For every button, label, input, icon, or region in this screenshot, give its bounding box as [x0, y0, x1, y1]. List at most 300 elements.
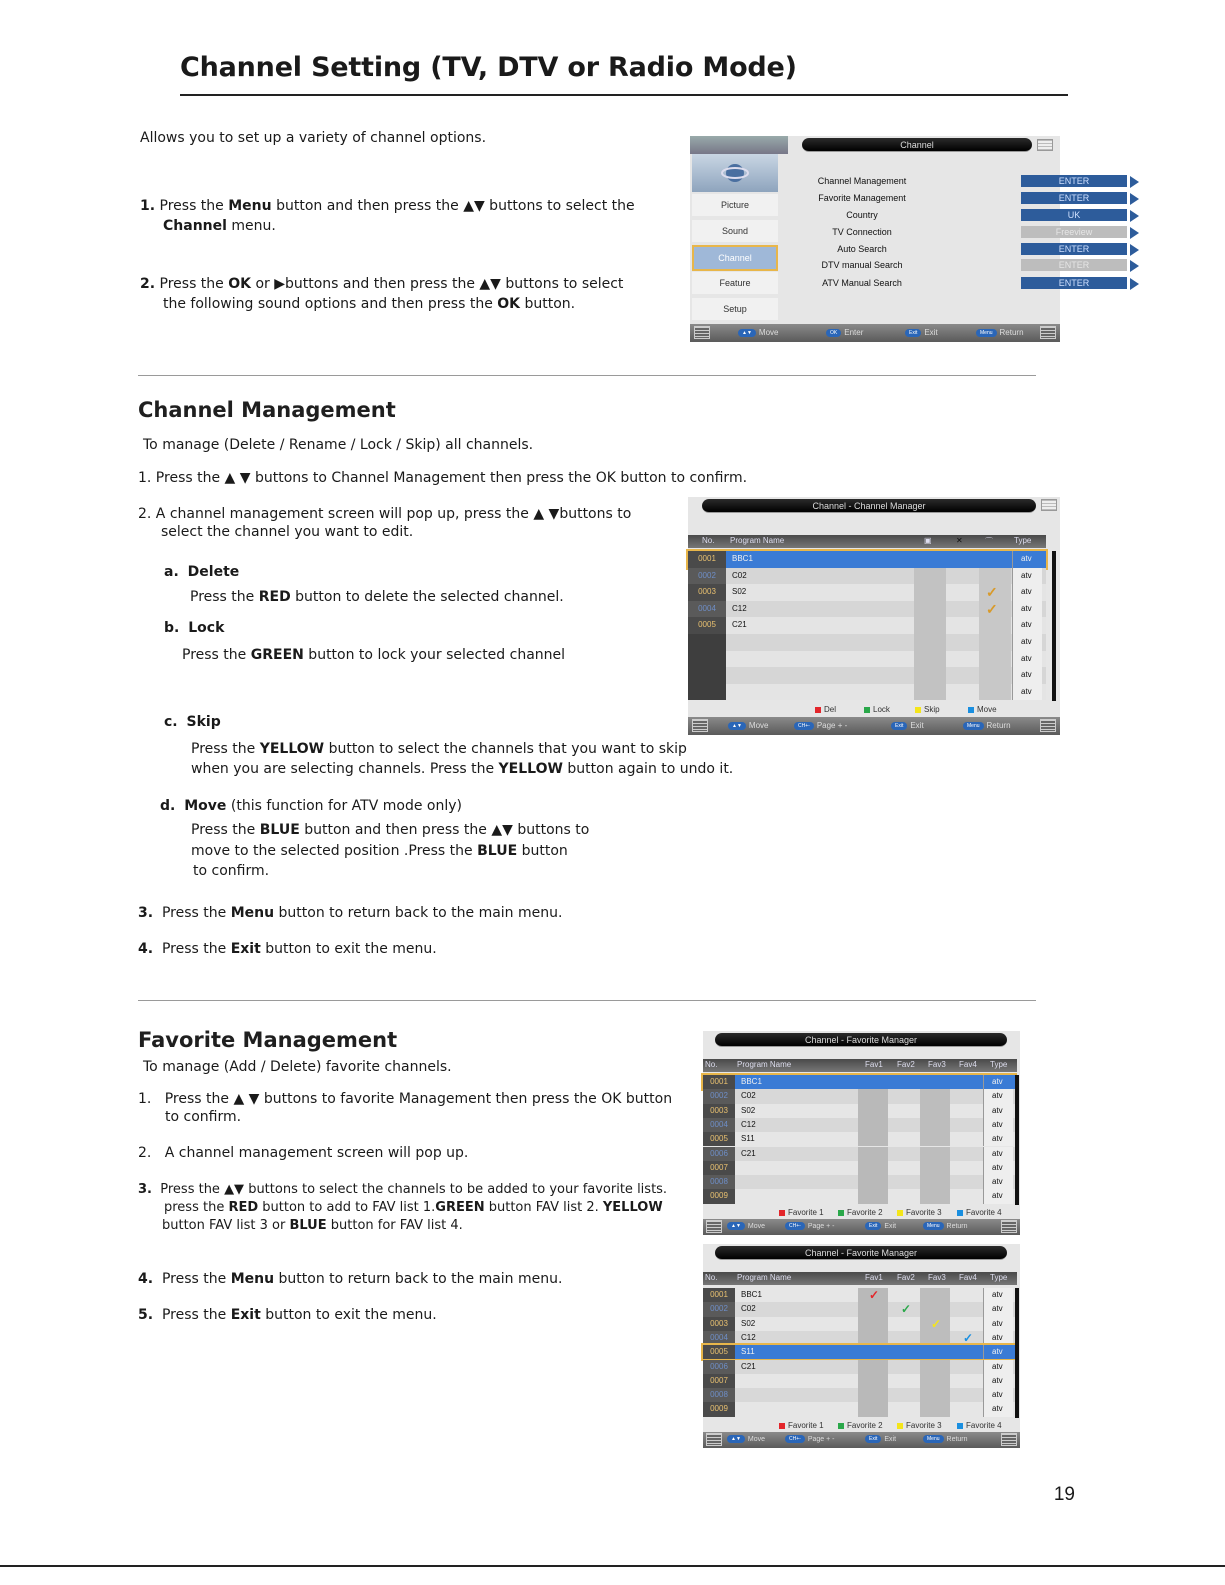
- flag-cell: [914, 634, 946, 651]
- program-type: atv: [1012, 651, 1042, 668]
- program-type: atv: [983, 1331, 1013, 1345]
- program-type: atv: [983, 1147, 1013, 1161]
- legend-swatch: [957, 1423, 963, 1429]
- cm-table-header: No. Program Name ▣ ✕ ⌒ Type: [688, 535, 1046, 548]
- program-name: C02: [732, 570, 747, 580]
- column-header-name: Program Name: [737, 1273, 792, 1282]
- footer-exit: [865, 1435, 896, 1443]
- fav-cell: [858, 1360, 888, 1374]
- menu-grid-icon: [1040, 719, 1056, 732]
- updown-pill: ▲▼: [728, 722, 746, 730]
- menu-list-icon: [694, 326, 710, 339]
- footer-return: Menu Return: [963, 721, 1011, 730]
- program-name: S11: [741, 1347, 755, 1357]
- program-type: atv: [1012, 667, 1042, 684]
- fav-cell: [858, 1161, 888, 1175]
- fav-cell: [858, 1189, 888, 1203]
- fm-step-2: 2. A channel management screen will pop up.: [138, 1145, 469, 1161]
- program-type: atv: [1012, 584, 1042, 601]
- fm-step-3-line2: press the RED button to add to FAV list 1.GREEN button FAV list 2. YELLOW: [164, 1200, 663, 1215]
- arrow-right-icon: [1130, 176, 1139, 188]
- fm-step-3-line3: button FAV list 3 or BLUE button for FAV list 4.: [162, 1218, 463, 1233]
- legend-favorite-1: [779, 1208, 824, 1217]
- fm-step-3: 3. Press the ▲▼ buttons to select the channels to be added to your favorite lists.: [138, 1182, 668, 1197]
- table-row[interactable]: [703, 1147, 1015, 1161]
- key-pill: CH+-: [785, 1222, 805, 1230]
- sidebar-item-sound[interactable]: Sound: [692, 220, 778, 242]
- footer-page: [785, 1222, 834, 1230]
- program-type: atv: [1012, 568, 1042, 585]
- flag-cell: [979, 651, 1011, 668]
- key-pill: Exit: [865, 1222, 881, 1230]
- channel-manager-screenshot: [688, 497, 1060, 735]
- program-name: C02: [741, 1091, 756, 1101]
- favorite-check-icon: ✓: [963, 1330, 974, 1345]
- menu-row-channel-management[interactable]: Channel Management ENTER: [788, 174, 1153, 189]
- channel-number: 0003: [703, 1104, 735, 1118]
- fav-cell: [858, 1089, 888, 1103]
- channel-number: [688, 651, 726, 668]
- program-type: atv: [983, 1402, 1013, 1416]
- channel-number: 0008: [703, 1388, 735, 1402]
- fav-cell: [858, 1402, 888, 1416]
- program-name: C12: [732, 603, 747, 613]
- program-type: atv: [1012, 601, 1042, 618]
- table-row[interactable]: [703, 1374, 1015, 1388]
- channel-number: 0004: [703, 1331, 735, 1345]
- favorite-manager-screenshot-2: [703, 1244, 1020, 1448]
- footer-move-label: Move: [747, 1435, 766, 1443]
- skip-icon: ⌒: [985, 537, 993, 546]
- table-row[interactable]: [703, 1175, 1015, 1189]
- footer-page: CH+- Page + -: [794, 721, 847, 730]
- program-type: atv: [983, 1132, 1013, 1146]
- program-type: atv: [1012, 617, 1042, 634]
- menu-grid-icon: [1040, 326, 1056, 339]
- menu-row-auto-search[interactable]: Auto Search ENTER: [788, 242, 1153, 257]
- legend-swatch: [957, 1210, 963, 1216]
- table-row[interactable]: [688, 584, 1046, 601]
- arrow-right-icon: [1130, 210, 1139, 222]
- legend-favorite-3: [897, 1421, 942, 1430]
- page-title: Channel Setting (TV, DTV or Radio Mode): [180, 52, 797, 83]
- legend-swatch: [897, 1423, 903, 1429]
- key-pill: Menu: [923, 1222, 944, 1230]
- table-row[interactable]: [688, 601, 1046, 618]
- program-name: C21: [741, 1148, 756, 1158]
- table-row[interactable]: [688, 551, 1046, 568]
- favorite-manager-title: Channel - Favorite Manager: [715, 1246, 1007, 1260]
- favorite-manager-title: Channel - Favorite Manager: [715, 1033, 1007, 1047]
- cm-skip-text: Press the YELLOW button to select the channels that you want to skip: [191, 741, 687, 757]
- fav-cell: [920, 1104, 950, 1118]
- key-pill: ▲▼: [727, 1222, 745, 1230]
- column-header-no: No.: [705, 1060, 718, 1069]
- table-row[interactable]: [703, 1302, 1015, 1316]
- favorite-check-icon: ✓: [869, 1288, 880, 1302]
- footer-exit: Exit Exit: [905, 328, 938, 337]
- legend-swatch: [897, 1210, 903, 1216]
- program-name: C21: [741, 1361, 756, 1371]
- fm-step-1: 1. Press the ▲ ▼ buttons to favorite Management then press the OK button: [138, 1091, 673, 1107]
- footer-exit: [865, 1222, 896, 1230]
- channel-number: 0002: [703, 1089, 735, 1103]
- flag-cell: [979, 634, 1011, 651]
- fav-cell: [920, 1331, 950, 1345]
- corner-icon: [1041, 499, 1057, 511]
- program-type: atv: [983, 1360, 1013, 1374]
- sidebar-item-setup[interactable]: Setup: [692, 298, 778, 320]
- flag-cell: [979, 684, 1011, 701]
- program-type: atv: [983, 1388, 1013, 1402]
- satellite-icon: [692, 154, 778, 192]
- legend-favorite-1: [779, 1421, 824, 1430]
- channel-number: 0003: [703, 1317, 735, 1331]
- scrollbar[interactable]: [1015, 1288, 1019, 1418]
- channel-number: 0006: [703, 1147, 735, 1161]
- legend-swatch: [838, 1210, 844, 1216]
- setup-step-1: 1. Press the Menu button and then press the ▲▼ buttons to select the: [140, 198, 635, 214]
- program-type: atv: [983, 1104, 1013, 1118]
- table-row[interactable]: [703, 1317, 1015, 1331]
- channel-manager-footer: [688, 717, 1060, 735]
- channel-number: 0005: [703, 1132, 735, 1146]
- table-row[interactable]: [703, 1360, 1015, 1374]
- table-row[interactable]: [703, 1388, 1015, 1402]
- channel-menu-title: Channel: [802, 138, 1032, 152]
- table-row[interactable]: [688, 684, 1046, 701]
- skip-check-icon: ✓: [986, 584, 998, 601]
- intro-text: Allows you to set up a variety of channel options.: [140, 130, 487, 146]
- key-pill: ▲▼: [727, 1435, 745, 1443]
- updown-pill: ▲▼: [738, 329, 756, 337]
- setup-step-1-line2: Channel menu.: [163, 218, 276, 234]
- favorite-manager-screenshot-1: [703, 1031, 1020, 1235]
- setup-step-2: 2. Press the OK or ▶buttons and then press the ▲▼ buttons to select: [140, 276, 624, 292]
- cm-move-text-1: Press the BLUE button and then press the ▲▼ buttons to: [191, 822, 590, 838]
- program-type: atv: [1012, 551, 1042, 568]
- section-divider: [138, 375, 1036, 376]
- fm-step-1-line2: to confirm.: [165, 1109, 242, 1125]
- flag-cell: [914, 684, 946, 701]
- column-header-fav4: Fav4: [959, 1060, 977, 1069]
- menu-row-tv-connection[interactable]: TV Connection Freeview: [788, 225, 1153, 240]
- fav-cell: [858, 1147, 888, 1161]
- channel-number: 0008: [703, 1175, 735, 1189]
- sidebar-item-channel[interactable]: Channel: [692, 245, 778, 271]
- fav-cell: [920, 1360, 950, 1374]
- flag-cell: [914, 651, 946, 668]
- channel-number: [688, 684, 726, 701]
- program-type: atv: [983, 1161, 1013, 1175]
- column-header-fav3: Fav3: [928, 1273, 946, 1282]
- channel-number: [688, 667, 726, 684]
- legend-favorite-2: [838, 1421, 883, 1430]
- table-row[interactable]: [688, 617, 1046, 634]
- channel-manager-title: Channel - Channel Manager: [702, 499, 1036, 513]
- footer-page-label: Page + -: [807, 1435, 835, 1443]
- legend-swatch: [838, 1423, 844, 1429]
- bottom-rule: [0, 1565, 1225, 1567]
- footer-return: [923, 1222, 968, 1230]
- column-header-fav2: Fav2: [897, 1060, 915, 1069]
- program-type: atv: [983, 1089, 1013, 1103]
- legend-favorite-4: [957, 1208, 1002, 1217]
- program-name: S11: [741, 1134, 755, 1144]
- favorite-manager-footer: [703, 1219, 1020, 1235]
- key-pill: Exit: [865, 1435, 881, 1443]
- legend-favorite-4: [957, 1421, 1002, 1430]
- flag-cell: [914, 568, 946, 585]
- footer-move: [727, 1222, 765, 1230]
- cm-skip-text-2: when you are selecting channels. Press the YELLOW button again to undo it.: [191, 761, 734, 777]
- program-type: atv: [1012, 634, 1042, 651]
- flag-cell: [979, 568, 1011, 585]
- menu-row-dtv-manual-search[interactable]: DTV manual Search ENTER: [788, 258, 1153, 273]
- lock-icon: ▣: [924, 536, 932, 545]
- legend-label: Favorite 3: [906, 1208, 942, 1217]
- channel-number: 0005: [703, 1345, 735, 1359]
- program-type: atv: [983, 1374, 1013, 1388]
- fav-cell: [920, 1132, 950, 1146]
- legend-favorite-3: [897, 1208, 942, 1217]
- legend-label: Favorite 2: [847, 1208, 883, 1217]
- cm-move-text-2: move to the selected position .Press the BLUE button: [191, 843, 568, 859]
- fav-cell: [858, 1302, 888, 1316]
- channel-number: 0002: [688, 568, 726, 585]
- table-row[interactable]: [688, 634, 1046, 651]
- footer-move-label: Move: [747, 1222, 766, 1230]
- table-row[interactable]: [688, 667, 1046, 684]
- cm-move-text-3: to confirm.: [193, 863, 270, 879]
- cm-delete-heading: a. Delete: [164, 564, 240, 580]
- sidebar-item-picture[interactable]: Picture: [692, 194, 778, 216]
- scrollbar[interactable]: [1052, 551, 1056, 701]
- channel-number: [688, 634, 726, 651]
- legend-lock: Lock: [864, 705, 890, 714]
- favorite-manager-footer: [703, 1432, 1020, 1448]
- program-type: atv: [983, 1175, 1013, 1189]
- footer-enter: OK Enter: [826, 328, 863, 337]
- program-type: atv: [983, 1317, 1013, 1331]
- page-number: 19: [1053, 1484, 1075, 1505]
- legend-label: Favorite 3: [906, 1421, 942, 1430]
- cm-intro: To manage (Delete / Rename / Lock / Skip) all channels.: [143, 437, 534, 453]
- program-name: BBC1: [741, 1077, 762, 1086]
- cm-step-4: 4. Press the Exit button to exit the menu.: [138, 941, 437, 957]
- fav-cell: [920, 1189, 950, 1203]
- menu-row-favorite-management[interactable]: Favorite Management ENTER: [788, 191, 1153, 206]
- program-name: S02: [732, 587, 747, 597]
- fav-cell: [920, 1302, 950, 1316]
- cm-delete-text: Press the RED button to delete the selected channel.: [190, 589, 564, 605]
- footer-move: ▲▼ Move: [738, 328, 778, 337]
- fm-step-5: 5. Press the Exit button to exit the menu.: [138, 1307, 437, 1323]
- fm-intro: To manage (Add / Delete) favorite channels.: [143, 1059, 452, 1075]
- program-type: atv: [983, 1288, 1013, 1302]
- footer-return: [923, 1435, 968, 1443]
- delete-icon: ✕: [956, 536, 963, 545]
- channel-number: 0006: [703, 1360, 735, 1374]
- program-type: atv: [983, 1189, 1013, 1203]
- column-header-fav1: Fav1: [865, 1060, 883, 1069]
- setup-step-2-line2: the following sound options and then press the OK button.: [163, 296, 576, 312]
- footer-exit: Exit Exit: [891, 721, 924, 730]
- channel-menu-footer: [690, 324, 1060, 342]
- fm-table-header: [703, 1272, 1017, 1285]
- program-name: C12: [741, 1119, 756, 1129]
- table-row[interactable]: [703, 1161, 1015, 1175]
- cm-step-3: 3. Press the Menu button to return back to the main menu.: [138, 905, 563, 921]
- channel-number: 0004: [703, 1118, 735, 1132]
- key-pill: Menu: [923, 1435, 944, 1443]
- table-row[interactable]: [703, 1118, 1015, 1132]
- fav-cell: [920, 1175, 950, 1189]
- channel-number: 0004: [688, 601, 726, 618]
- scrollbar[interactable]: [1015, 1075, 1019, 1205]
- key-pill: CH+-: [785, 1435, 805, 1443]
- legend-label: Favorite 1: [788, 1208, 824, 1217]
- arrow-right-icon: [1130, 278, 1139, 290]
- program-name: C21: [732, 620, 747, 630]
- table-row[interactable]: [703, 1089, 1015, 1103]
- flag-cell: [914, 601, 946, 618]
- program-name: C02: [741, 1304, 756, 1314]
- fav-cell: [858, 1317, 888, 1331]
- channel-number: 0001: [703, 1288, 735, 1302]
- sidebar-top-bar: [690, 136, 788, 154]
- fav-cell: [858, 1374, 888, 1388]
- favorite-management-title: Favorite Management: [138, 1028, 398, 1052]
- program-name: BBC1: [741, 1290, 762, 1299]
- channel-number: 0009: [703, 1402, 735, 1416]
- fm-table-header: [703, 1059, 1017, 1072]
- table-row[interactable]: [703, 1189, 1015, 1203]
- flag-cell: [979, 617, 1011, 634]
- program-name: S02: [741, 1318, 756, 1328]
- footer-move: ▲▼ Move: [728, 721, 768, 730]
- fav-cell: [920, 1388, 950, 1402]
- section-divider: [138, 1000, 1036, 1001]
- arrow-right-icon: [1130, 227, 1139, 239]
- fav-cell: [858, 1388, 888, 1402]
- favorite-check-icon: ✓: [931, 1316, 942, 1331]
- flag-cell: [914, 617, 946, 634]
- table-row[interactable]: [703, 1345, 1015, 1359]
- fav-cell: [858, 1331, 888, 1345]
- column-header-fav3: Fav3: [928, 1060, 946, 1069]
- corner-icon: [1037, 139, 1053, 151]
- column-header-type: Type: [990, 1060, 1008, 1069]
- legend-swatch: [779, 1210, 785, 1216]
- legend-label: Favorite 2: [847, 1421, 883, 1430]
- table-row[interactable]: [703, 1402, 1015, 1416]
- flag-cell: [914, 584, 946, 601]
- table-row[interactable]: [703, 1288, 1015, 1302]
- menu-grid-icon: [1001, 1433, 1017, 1446]
- channel-number: 0005: [688, 617, 726, 634]
- fav-cell: [920, 1118, 950, 1132]
- channel-management-title: Channel Management: [138, 398, 396, 422]
- program-type: atv: [983, 1345, 1013, 1359]
- channel-number: 0001: [703, 1075, 735, 1089]
- sidebar-item-feature[interactable]: Feature: [692, 272, 778, 294]
- legend-label: Favorite 4: [966, 1208, 1002, 1217]
- footer-exit-label: Exit: [884, 1435, 897, 1443]
- program-type: atv: [1012, 684, 1042, 701]
- fav-cell: [920, 1161, 950, 1175]
- cm-move-heading: d. Move (this function for ATV mode only): [160, 798, 462, 814]
- fav-cell: [920, 1374, 950, 1388]
- flag-cell: [979, 667, 1011, 684]
- footer-page: [785, 1435, 834, 1443]
- menu-row-atv-manual-search[interactable]: ATV Manual Search ENTER: [788, 276, 1153, 291]
- fav-cell: [858, 1118, 888, 1132]
- fm-step-4: 4. Press the Menu button to return back to the main menu.: [138, 1271, 563, 1287]
- channel-menu-screenshot: [690, 136, 1093, 342]
- legend-move: Move: [968, 705, 997, 714]
- favorite-check-icon: ✓: [901, 1302, 912, 1317]
- footer-return: Menu Return: [976, 328, 1024, 337]
- column-header-fav4: Fav4: [959, 1273, 977, 1282]
- title-rule: [180, 94, 1068, 96]
- channel-number: 0003: [688, 584, 726, 601]
- channel-number: 0001: [688, 551, 726, 568]
- footer-return-label: Return: [946, 1435, 968, 1443]
- column-header-fav1: Fav1: [865, 1273, 883, 1282]
- table-row[interactable]: [688, 568, 1046, 585]
- table-row[interactable]: [703, 1104, 1015, 1118]
- cm-step-2: 2. A channel management screen will pop up, press the ▲ ▼buttons to: [138, 506, 632, 522]
- footer-exit-label: Exit: [884, 1222, 897, 1230]
- menu-list-icon: [706, 1433, 722, 1446]
- table-row[interactable]: [688, 651, 1046, 668]
- menu-list-icon: [692, 719, 708, 732]
- legend-swatch: [779, 1423, 785, 1429]
- table-row[interactable]: [703, 1075, 1015, 1089]
- menu-row-country[interactable]: Country UK: [788, 208, 1153, 223]
- channel-number: 0002: [703, 1302, 735, 1316]
- footer-page-label: Page + -: [807, 1222, 835, 1230]
- flag-cell: [914, 667, 946, 684]
- cm-step-2-line2: select the channel you want to edit.: [161, 524, 414, 540]
- legend-del: Del: [815, 705, 836, 714]
- cm-lock-text: Press the GREEN button to lock your selected channel: [182, 647, 566, 663]
- fav-cell: [920, 1147, 950, 1161]
- legend-skip: Skip: [915, 705, 940, 714]
- column-header-name: Program Name: [737, 1060, 792, 1069]
- program-name: BBC1: [732, 554, 753, 563]
- program-type: atv: [983, 1302, 1013, 1316]
- channel-number: 0007: [703, 1161, 735, 1175]
- arrow-right-icon: [1130, 193, 1139, 205]
- fav-cell: [858, 1132, 888, 1146]
- program-type: atv: [983, 1075, 1013, 1089]
- legend-label: Favorite 1: [788, 1421, 824, 1430]
- fav-cell: [920, 1089, 950, 1103]
- fav-cell: [858, 1104, 888, 1118]
- cm-lock-heading: b. Lock: [164, 620, 225, 636]
- arrow-right-icon: [1130, 244, 1139, 256]
- fav-cell: [920, 1288, 950, 1302]
- column-header-no: No.: [705, 1273, 718, 1282]
- table-row[interactable]: [703, 1132, 1015, 1146]
- column-header-type: Type: [990, 1273, 1008, 1282]
- program-name: C12: [741, 1332, 756, 1342]
- arrow-right-icon: [1130, 260, 1139, 272]
- cm-step-1: 1. Press the ▲ ▼ buttons to Channel Management then press the OK button to confirm.: [138, 470, 748, 486]
- footer-move: [727, 1435, 765, 1443]
